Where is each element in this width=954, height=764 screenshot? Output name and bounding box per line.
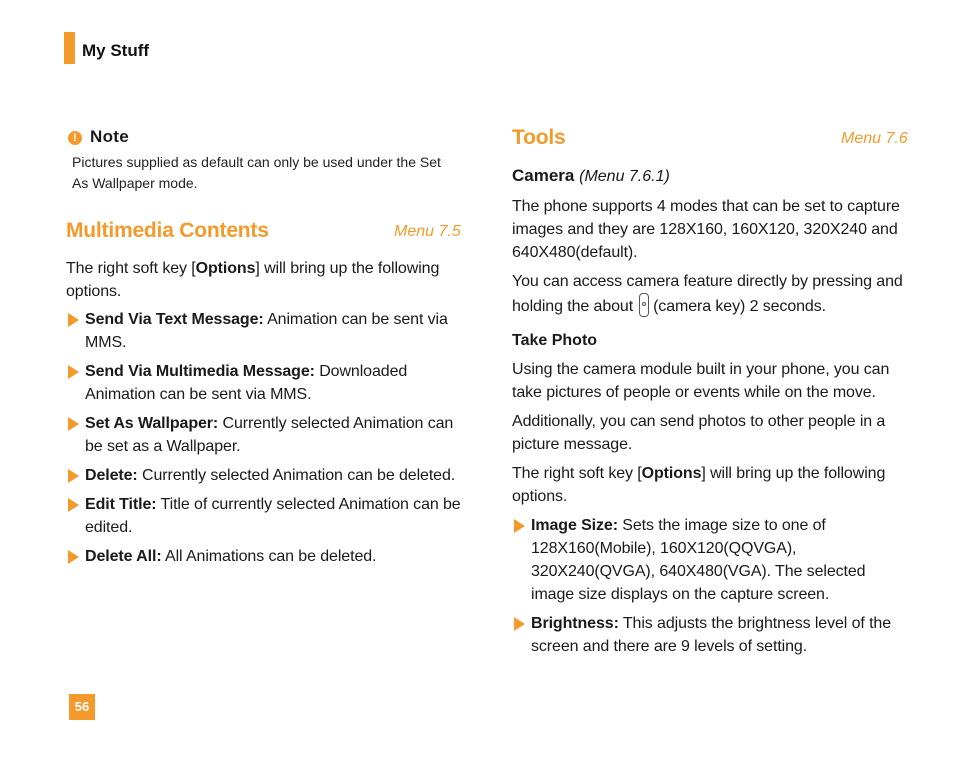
note-text: Pictures supplied as default can only be used under the Set As Wallpaper mode. <box>72 154 441 191</box>
list-item <box>66 412 466 458</box>
bullet-triangle-icon <box>68 417 79 431</box>
item-label: Brightness: <box>531 615 619 632</box>
page-header-title: My Stuff <box>82 41 150 60</box>
item-label: Image Size: <box>531 517 618 534</box>
page-number: 56 <box>69 694 95 720</box>
note-heading <box>68 127 129 147</box>
list-item <box>512 514 912 606</box>
camera-label: Camera <box>512 166 575 185</box>
camera-heading <box>512 166 670 186</box>
multimedia-intro <box>66 257 466 303</box>
bullet-triangle-icon <box>68 313 79 327</box>
item-text: This adjusts the brightness level of the screen and there are 9 levels of setting. <box>531 615 892 655</box>
options-text-pre: The right soft key [ <box>512 465 642 482</box>
tools-section-title: Tools <box>512 126 566 149</box>
bullet-triangle-icon <box>68 498 79 512</box>
camera-key-icon <box>639 293 649 317</box>
bullet-triangle-icon <box>514 519 525 533</box>
header-accent-bar <box>64 32 75 64</box>
bullet-triangle-icon <box>514 617 525 631</box>
item-label: Send Via Text Message: <box>85 311 264 328</box>
camera-menu-ref: (Menu 7.6.1) <box>579 168 670 185</box>
list-item <box>66 493 466 539</box>
multimedia-section-title: Multimedia Contents <box>66 219 269 242</box>
options-key-label: Options <box>195 260 256 277</box>
item-text: Currently selected Animation can be deleted. <box>137 467 456 484</box>
take-photo-paragraph: Using the camera module built in your phone, you can take pictures of people or events while on the move. <box>512 361 890 401</box>
camera-key-paragraph <box>512 270 912 318</box>
item-text: Currently selected Animation can be set as a Wallpaper. <box>85 415 454 455</box>
multimedia-menu-ref: Menu 7.5 <box>394 223 461 240</box>
camera-key-text-pre: You can access camera feature directly by pressing and holding the about <box>512 273 903 315</box>
item-label: Set As Wallpaper: <box>85 415 219 432</box>
list-item <box>66 545 466 568</box>
tools-menu-ref: Menu 7.6 <box>841 130 908 147</box>
options-paragraph <box>512 462 912 508</box>
list-item <box>66 308 466 354</box>
item-label: Edit Title: <box>85 496 157 513</box>
item-label: Delete: <box>85 467 138 484</box>
camera-modes-paragraph: The phone supports 4 modes that can be set to capture images and they are 128X160, 160X120, 320X240 and 640X480(default). <box>512 198 900 261</box>
item-text: All Animations can be deleted. <box>161 548 377 565</box>
options-key-label: Options <box>641 465 702 482</box>
item-label: Delete All: <box>85 548 162 565</box>
bullet-triangle-icon <box>68 365 79 379</box>
exclamation-icon: ! <box>68 131 82 145</box>
note-label: Note <box>90 127 129 146</box>
item-text: Title of currently selected Animation can be edited. <box>85 496 461 536</box>
tools-content <box>512 195 912 664</box>
list-item <box>66 360 466 406</box>
item-text: Animation can be sent via MMS. <box>85 311 448 351</box>
item-label: Send Via Multimedia Message: <box>85 363 315 380</box>
intro-text-post: ] will bring up the following options. <box>66 260 440 300</box>
list-item <box>66 464 466 487</box>
list-item <box>512 612 912 658</box>
take-photo-heading: Take Photo <box>512 332 598 349</box>
item-text: Sets the image size to one of 128X160(Mobile), 160X120(QQVGA), 320X240(QVGA), 640X480(VGA). The selected image size displays on the capture screen. <box>531 517 866 603</box>
options-text-post: ] will bring up the following options. <box>512 465 886 505</box>
bullet-triangle-icon <box>68 550 79 564</box>
camera-key-text-post: (camera key) 2 seconds. <box>653 298 826 315</box>
item-text: Downloaded Animation can be sent via MMS. <box>85 363 408 403</box>
bullet-triangle-icon <box>68 469 79 483</box>
multimedia-content <box>66 257 466 574</box>
send-photo-paragraph: Additionally, you can send photos to other people in a picture message. <box>512 413 886 453</box>
intro-text-pre: The right soft key [ <box>66 260 196 277</box>
